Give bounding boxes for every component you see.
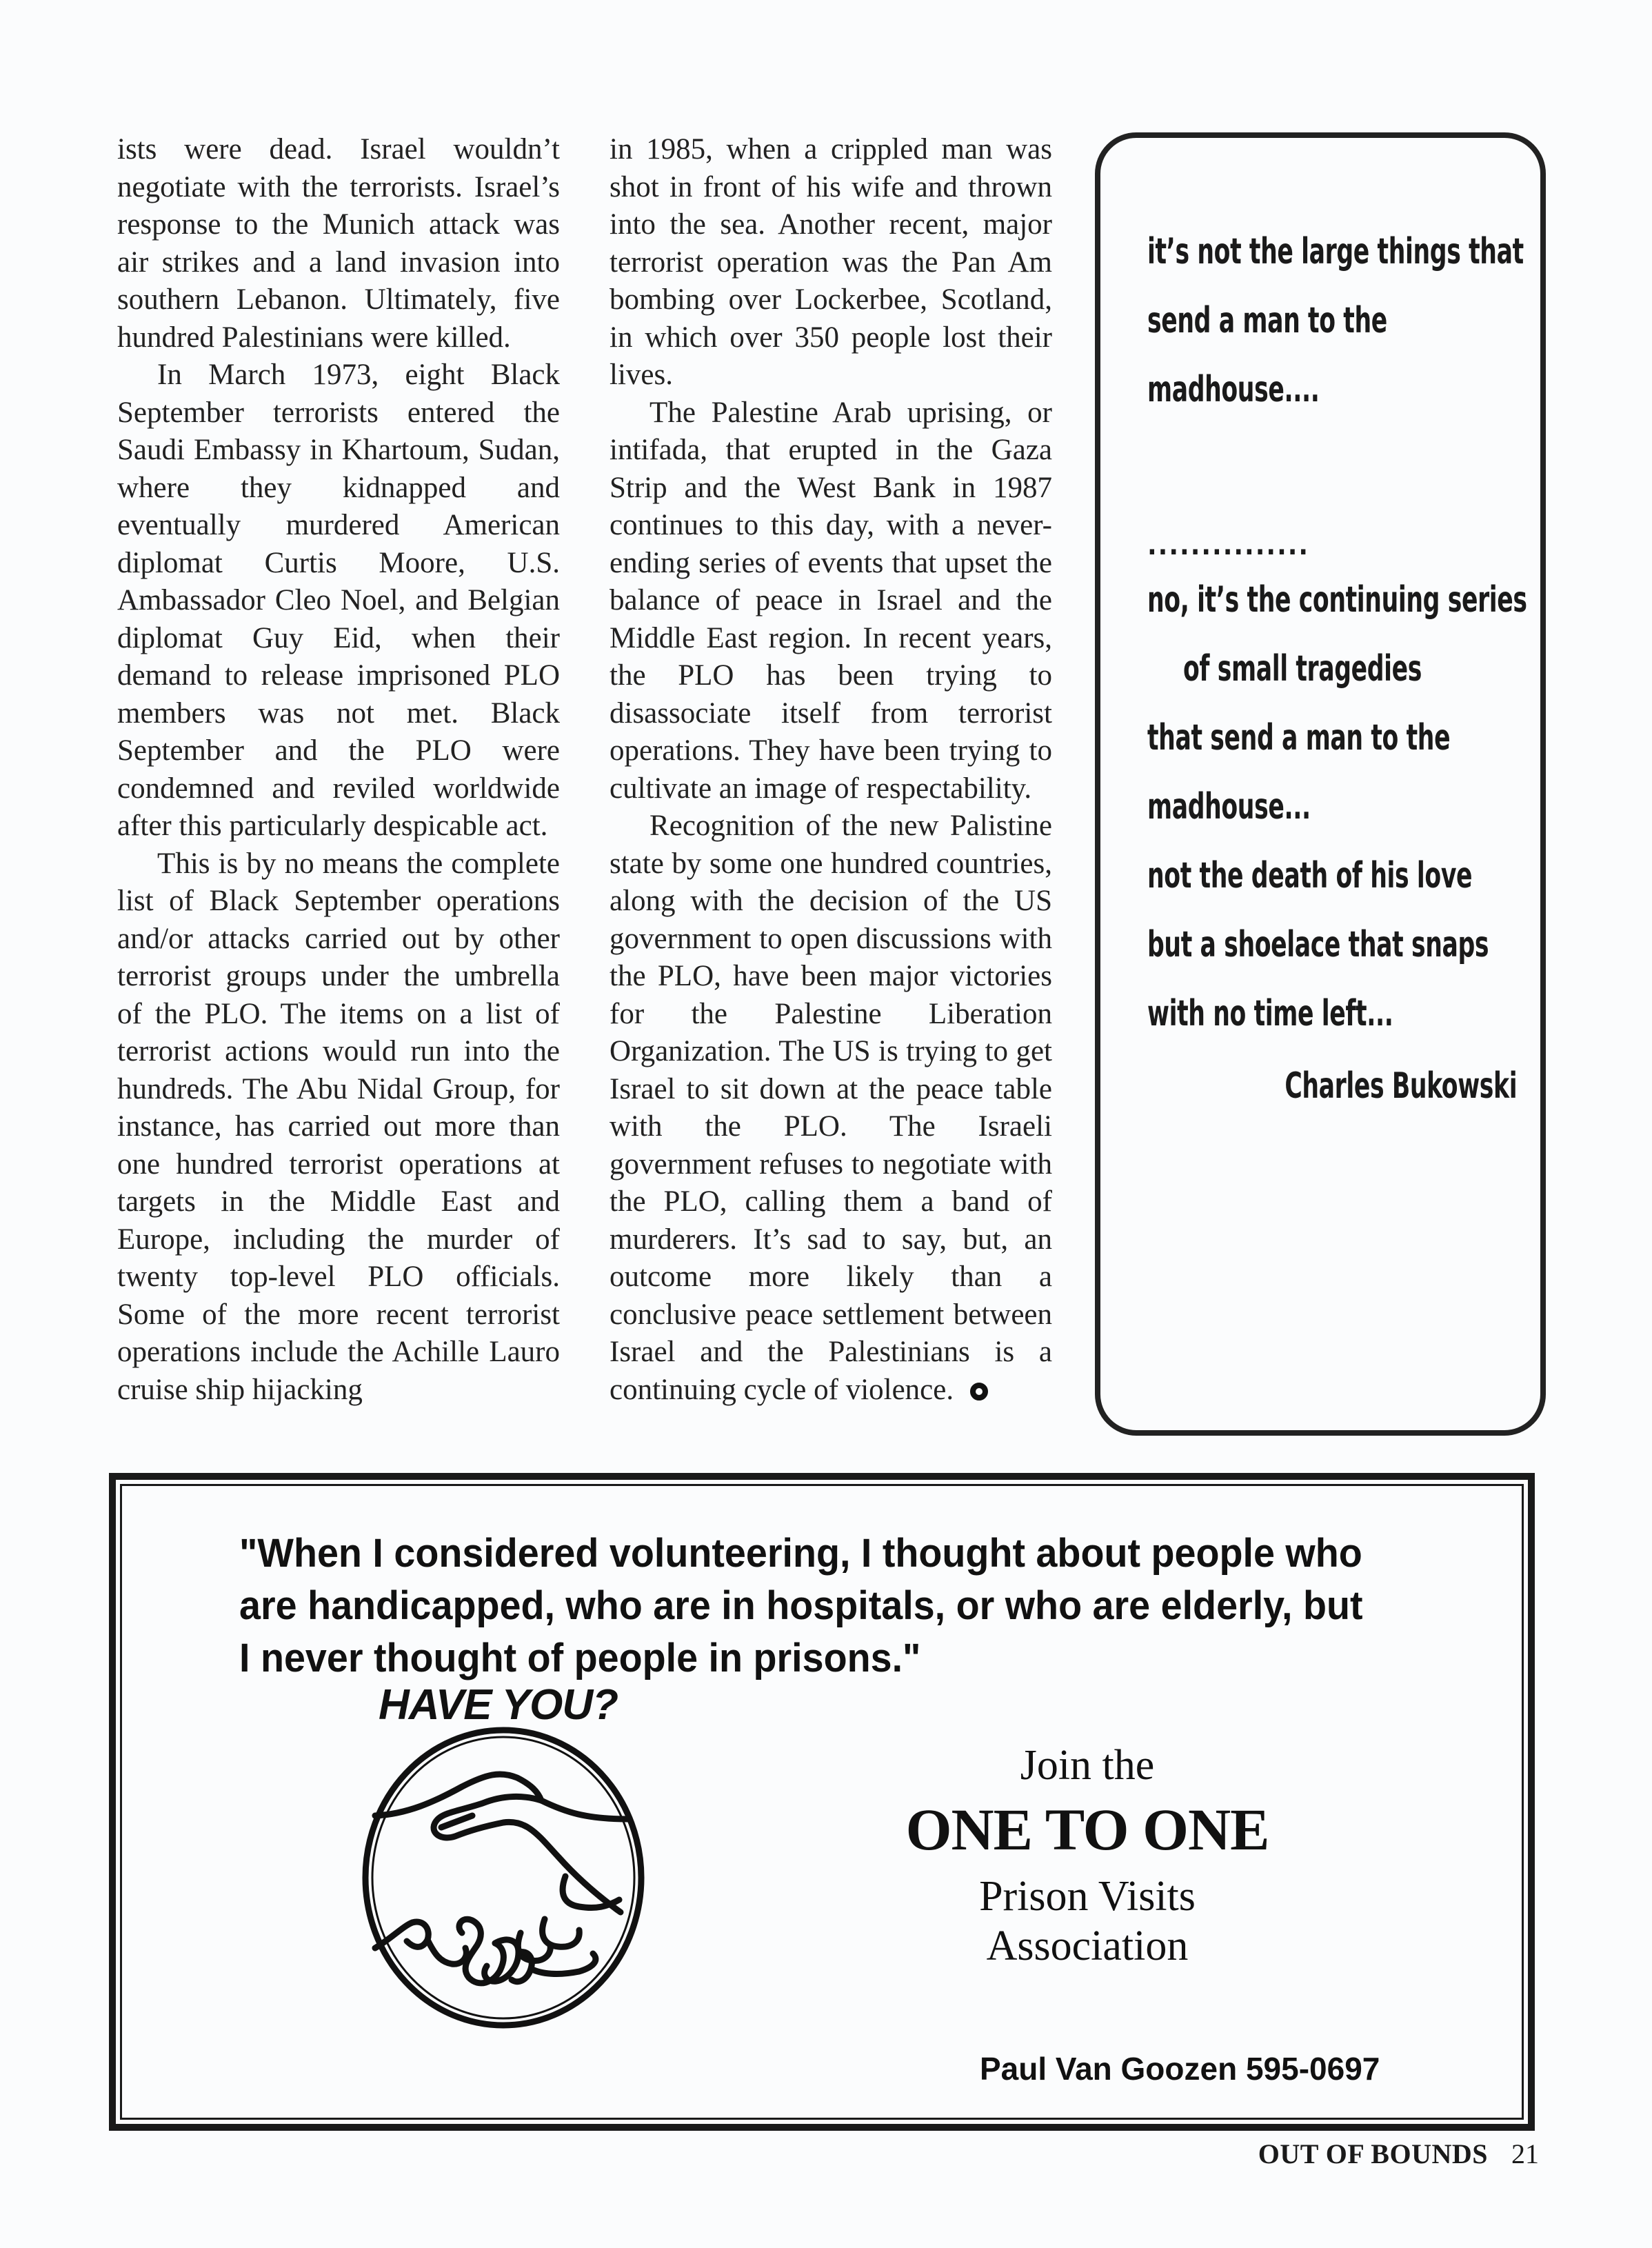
poem-line: with no time left... bbox=[1147, 993, 1393, 1034]
page-footer bbox=[1258, 2138, 1539, 2170]
poem-line: madhouse.... bbox=[1147, 369, 1320, 410]
poem-author: Charles Bukowski bbox=[1285, 1065, 1517, 1107]
ad-quote: "When I considered volunteering, I thought about people who are handicapped, who are in hospitals, or who are elderly, but I never thought of people in prisons." bbox=[239, 1531, 1363, 1680]
article-column-1 bbox=[117, 131, 560, 1409]
poem-line: of small tragedies bbox=[1183, 648, 1422, 690]
advertisement-box bbox=[109, 1473, 1535, 2131]
end-of-article-circle-icon bbox=[970, 1383, 988, 1401]
poem-dots: ............... bbox=[1147, 530, 1310, 561]
ad-org-line3: Association bbox=[986, 1923, 1189, 1969]
poem-line: not the death of his love bbox=[1147, 855, 1473, 896]
ad-org-line2: Prison Visits bbox=[979, 1873, 1196, 1920]
poem-line: no, it’s the continuing series bbox=[1147, 579, 1527, 621]
article-column-2 bbox=[610, 131, 1052, 1409]
ad-org-name: ONE TO ONE bbox=[905, 1796, 1269, 1863]
paragraph: in 1985, when a crippled man was shot in front of his wife and thrown into the sea. Another recent, major terrorist operation was the Pan Am bombing over Lockerbee, Scotland, in which over 350 people lost their lives. bbox=[610, 133, 1052, 391]
paragraph-text: Recognition of the new Palistine state by some one hundred countries, along with the decision of the US government to open discussions with the PLO, have been major victories for the Palestine Liberation Organization. The US is trying to get Israel to sit down at the peace table with the PLO. The Israeli government refuses to negotiate with the PLO, calling them a band of murderers. It’s sad to say, but, an outcome more likely than a conclusive peace settlement between Israel and the Palestinians is a continuing cycle of violence. bbox=[610, 810, 1052, 1406]
paragraph: ists were dead. Israel wouldn’t negotiate with the terrorists. Israel’s response to the Munich attack was air strikes and a land invasion into southern Lebanon. Ultimately, five hundred Palestinians were killed. bbox=[117, 133, 560, 354]
poem-line: it’s not the large things that bbox=[1147, 231, 1524, 272]
poem-line: madhouse... bbox=[1147, 786, 1311, 827]
ad-join-text: Join the bbox=[1020, 1742, 1155, 1789]
poem-line: but a shoelace that snaps bbox=[1147, 924, 1489, 965]
paragraph: This is by no means the complete list of Black September operations and/or attacks carried out by other terrorist groups under the umbrella of the PLO. The items on a list of terrorist actions would run into the hundreds. The Abu Nidal Group, for instance, has carried out more than one hundred terrorist operations at targets in the Middle East and Europe, including the murder of twenty top-level PLO officials. Some of the more recent terrorist operations include the Achille Lauro cruise ship hijacking bbox=[117, 847, 560, 1406]
handshake-icon bbox=[359, 1726, 648, 2029]
ad-question: HAVE YOU? bbox=[379, 1681, 618, 1729]
poem-line: send a man to the bbox=[1147, 300, 1387, 341]
poem-box bbox=[1095, 132, 1546, 1436]
paragraph: In March 1973, eight Black September terrorists entered the Saudi Embassy in Khartoum, Sudan, where they kidnapped and eventually murdered American diplomat Curtis Moore, U.S. Ambassador Cleo Noel, and Belgian diplomat Guy Eid, when their demand to release imprisoned PLO members was not met. Black September and the PLO were condemned and reviled worldwide after this particularly despicable act. bbox=[117, 359, 560, 842]
ad-contact: Paul Van Goozen 595-0697 bbox=[980, 2051, 1380, 2087]
ad-inner-border bbox=[120, 1484, 1524, 2120]
page-number: 21 bbox=[1511, 2138, 1539, 2169]
paragraph-final bbox=[610, 807, 1052, 1409]
poem-line: that send a man to the bbox=[1147, 717, 1451, 759]
paragraph: The Palestine Arab uprising, or intifada, that erupted in the Gaza Strip and the West Bank in 1987 continues to this day, with a never-ending series of events that upset the balance of peace in Israel and the Middle East region. In recent years, the PLO has been trying to disassociate itself from terrorist operations. They have been trying to cultivate an image of respectability. bbox=[610, 396, 1052, 805]
magazine-title: OUT OF BOUNDS bbox=[1258, 2138, 1488, 2169]
